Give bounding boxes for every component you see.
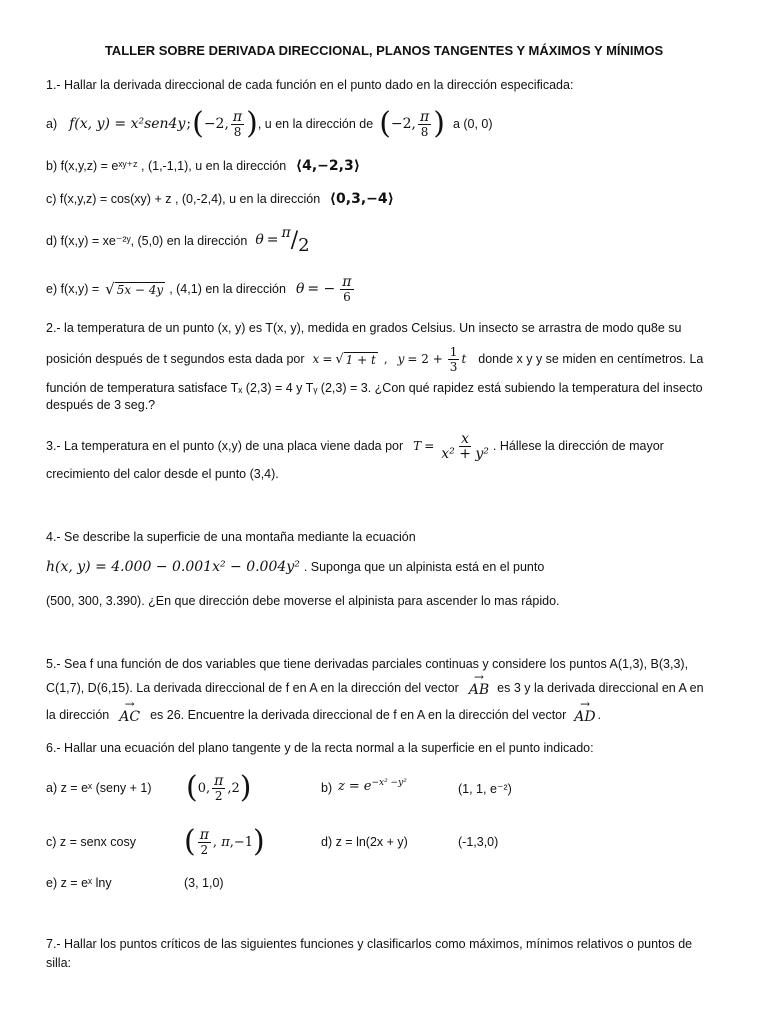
vector-ad: → AD [574,705,595,725]
problem-2-text-b: donde x y y se miden en centímetros. La [478,352,704,366]
function-a: f(x, y) = x²sen4y [69,116,186,132]
problem-6b-point: (1, 1, e⁻²) [458,782,512,796]
problem-5-text-d: es 26. Encuentre la derivada direccional de f en A en la dirección del vector [150,708,567,722]
problem-2-text-a: posición después de t segundos esta dada por [46,352,305,366]
problem-6e-point: (3, 1,0) [184,876,224,890]
mountain-equation: h(x, y) = 4.000 − 0.001x² − 0.004y² [46,559,300,575]
problem-5-text-b: es 3 y la derivada direccional en A en [497,681,704,695]
problem-1-intro: 1.- Hallar la derivada direccional de cada función en el punto dado en la dirección especificada: [46,78,574,92]
problem-6-intro: 6.- Hallar una ecuación del plano tangente y de la recta normal a la superficie en el punto indicado: [46,741,594,755]
pi-over-8: $\frac{\pi}{8}$ [232,108,243,139]
item-e-direction: , (4,1) en la dirección [169,282,286,296]
item-e-text: e) f(x,y) = [46,282,100,296]
problem-5-line3: la dirección → AC es 26. Encuentre la derivada direccional de f en A en la dirección del vector → AD . [46,703,601,727]
problem-3-text-a: 3.- La temperatura en el punto (x,y) de una placa viene dada por [46,439,404,453]
problem-6c: c) z = senx cosy [46,835,136,849]
direction-vector-c: ⟨0,3,−4⟩ [329,191,395,207]
problem-5-text-c: la dirección [46,708,110,722]
problem-1e: e) f(x,y) = √ 5x − 4y , (4,1) en la dirección θ = − $\frac{\pi}{6}$ [46,273,352,304]
direction-vector-b: ⟨4,−2,3⟩ [295,158,361,174]
problem-1c [46,191,394,207]
problem-6c-point: ( $\frac{\pi}{2}$ , π,−1 ) [184,824,265,859]
pi-over-8-b: $\frac{\pi}{8}$ [420,108,430,139]
problem-6b-function: $z = e^{-x^2 -y^2}$ [338,778,407,795]
problem-3-line2: crecimiento del calor desde el punto (3,4). [46,467,279,481]
problem-2-line2: posición después de t segundos esta dada por x = √ 1 + t , y = 2 + $\frac{1}{3}$ t donde x y y se miden en centímetros. La [46,342,722,376]
problem-4-line1: 4.- Se describe la superficie de una montaña mediante la ecuación [46,530,416,544]
item-b-text: b) f(x,y,z) = eˣʸ⁺ᶻ , (1,-1,1), u en la dirección [46,159,287,173]
problem-5-text-a: C(1,7), D(6,15). La derivada direccional de f en A en la dirección del vector [46,681,459,695]
item-d-text: d) f(x,y) = xe⁻²ʸ, (5,0) en la dirección [46,233,248,248]
problem-6d: d) z = ln(2x + y) [321,835,408,849]
item-c-text: c) f(x,y,z) = cos(xy) + z , (0,-2,4), u en la dirección [46,192,321,206]
page-title: TALLER SOBRE DERIVADA DIRECCIONAL, PLANOS TANGENTES Y MÁXIMOS Y MÍNIMOS [104,43,664,58]
problem-4-text-b: . Suponga que un alpinista está en el punto [303,560,545,574]
vector-ab: → AB [469,678,489,698]
vector-ac: → AC [119,705,140,725]
problem-3-line1: 3.- La temperatura en el punto (x,y) de una placa viene dada por T = $\frac{x}{\text{x² + y²}}$ . Hállese la dirección de mayor [46,428,722,464]
problem-5-line2 [46,676,704,700]
problem-3-text-b: . Hállese la dirección de mayor [492,439,664,453]
problem-6b: b) [321,781,333,795]
problem-6a-point: ( 0, $\frac{\pi}{2}$ ,2 ) [186,770,252,805]
problem-7-line2: silla: [46,956,72,970]
problem-7-line1: 7.- Hallar los puntos críticos de las siguientes funciones y clasificarlos como máximos, mínimos relativos o puntos de [46,937,693,951]
item-a-text: , u en la dirección de [257,117,374,131]
problem-2-line3: función de temperatura satisface Tₓ (2,3) = 4 y Tᵧ (2,3) = 3. ¿Con qué rapidez está subiendo la temperatura del insecto [46,381,703,395]
temperature-formula: $\frac{x}{\text{x² + y²}}$ [441,430,489,462]
pi-over-6: $\frac{\pi}{6}$ [342,273,352,304]
problem-4-line2 [46,559,544,575]
problem-6e: e) z = eˣ lny [46,876,112,890]
radicand: 5x − 4y [116,282,164,297]
problem-6a: a) z = eˣ (seny + 1) [46,781,152,795]
problem-1a: a) f(x, y) = x²sen4y ; ( −2, $\frac{\pi}{8}$ ) , u en la dirección de ( −2, $\frac{\pi}{8}$ ) a (0, 0) [46,106,493,141]
item-a-label: a) [46,117,58,131]
problem-1d: d) f(x,y) = xe⁻²ʸ, (5,0) en la dirección θ = π / 2 [46,225,310,256]
problem-1b [46,158,360,174]
problem-5-line1: 5.- Sea f una función de dos variables que tiene derivadas parciales continuas y considere los puntos A(1,3), B(3,3), [46,657,689,671]
problem-6d-point: (-1,3,0) [458,835,499,849]
item-a-point: a (0, 0) [452,117,493,131]
problem-4-line3: (500, 300, 3.390). ¿En que dirección debe moverse el alpinista para ascender lo mas rápido. [46,594,560,608]
problem-2-line4: después de 3 seg.? [46,398,156,412]
problem-2-line1: 2.- la temperatura de un punto (x, y) es T(x, y), medida en grados Celsius. Un insecto se arrastra de modo qu8e su [46,321,682,335]
